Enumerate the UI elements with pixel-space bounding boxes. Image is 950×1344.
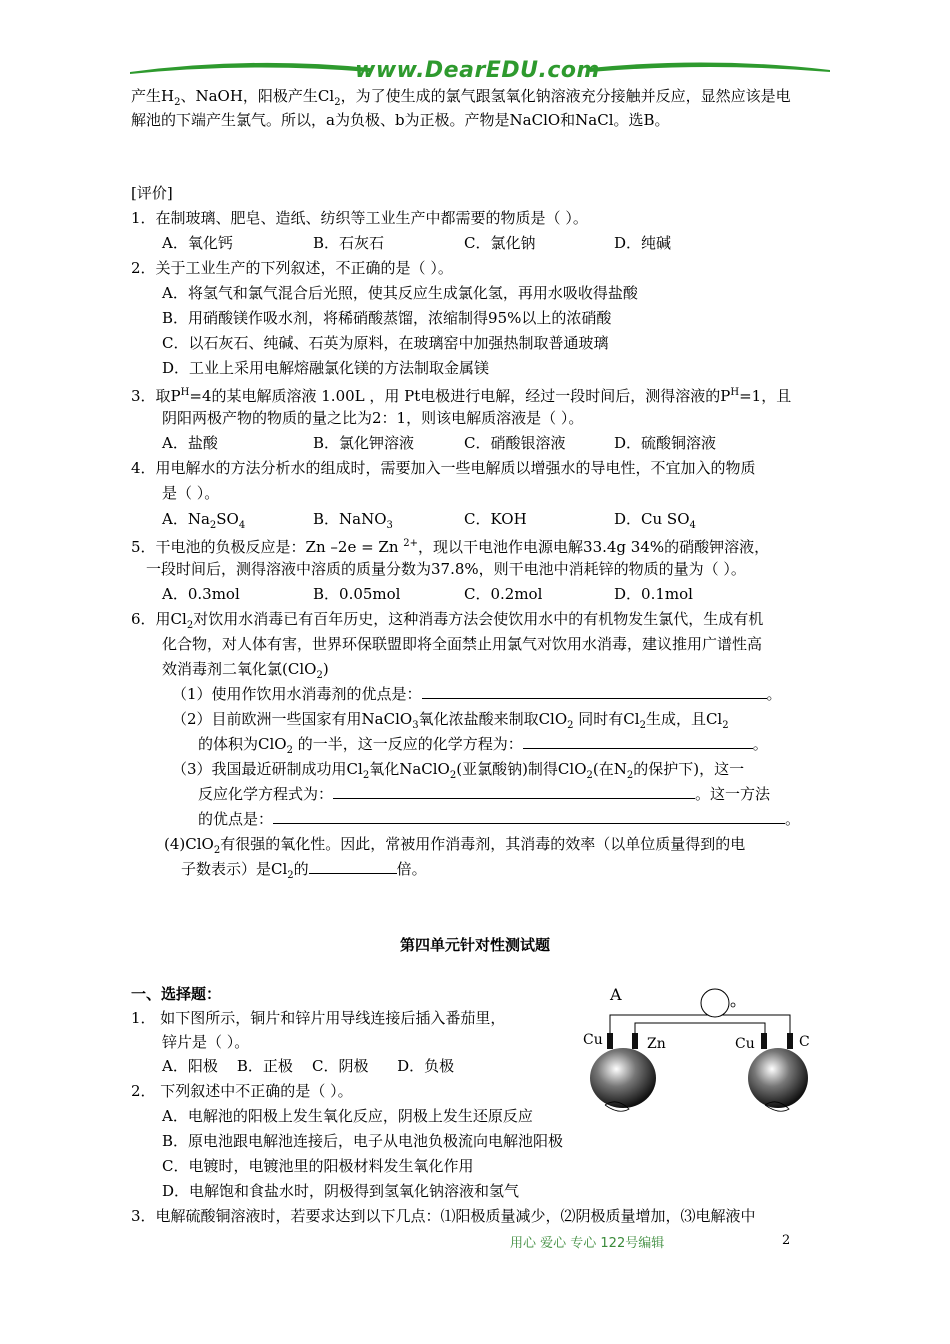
q5-stem-line-2: 一段时间后，测得溶液中溶质的质量分数为37.8%，则干电池中消耗锌的物质的量为（ ）。 — [146, 560, 746, 578]
q2-option-a: A．将氢气和氯气混合后光照，使其反应生成氯化氢，再用水吸收得盐酸 — [162, 284, 638, 302]
q2-option-c: C．以石灰石、纯碱、石英为原料，在玻璃窑中加强热制取普通玻璃 — [162, 334, 609, 352]
q3-option-d: D．硫酸铜溶液 — [614, 434, 717, 452]
q4-stem-line-2: 是（ ）。 — [162, 484, 220, 502]
footer-editor-note: 用心 爱心 专心 122号编辑 — [510, 1236, 665, 1251]
q6-part-3-line-2: 反应化学方程式为： 。这一方法 — [198, 785, 771, 803]
q6-part-3-line-3: 的优点是： 。 — [198, 810, 801, 828]
q6-part-4-line-2: 子数表示）是$Cl_2$的 倍。 — [181, 860, 427, 881]
q5-option-b: B．0.05mol — [313, 585, 401, 603]
q4-option-c: C．KOH — [464, 510, 527, 528]
logo-text: www.DearEDU.com — [355, 58, 600, 83]
t1-stem: 1． 如下图所示，铜片和锌片用导线连接后插入番茄里， — [131, 1009, 506, 1027]
tomato-cell-figure — [575, 985, 815, 1120]
q6-stem-line-3: 效消毒剂二氧化氯(ClO$_2$) — [162, 660, 329, 681]
q3-stem-line-2: 阴阳两极产物的物质的量之比为2：1，则该电解质溶液是（ ）。 — [162, 409, 584, 427]
q6-part-1-answer-blank[interactable] — [422, 684, 767, 699]
q5-option-d: D．0.1mol — [614, 585, 693, 603]
figure-label-cu-right: Cu — [735, 1036, 755, 1052]
figure-label-cu-left: Cu — [583, 1032, 603, 1048]
q4-stem: 4．用电解水的方法分析水的组成时，需要加入一些电解质以增强水的导电性，不宜加入的物质 — [131, 459, 756, 477]
q6-part-3: （3）我国最近研制成功用$Cl_2$氧化NaClO$_2$(亚氯酸钠)制得ClO$_2$(在$N_2$的保护下)，这一 — [172, 760, 745, 781]
t3-stem: 3．电解硫酸铜溶液时，若要求达到以下几点：⑴阳极质量减少，⑵阴极质量增加，⑶电解液中 — [131, 1207, 756, 1225]
q2-option-b: B．用硝酸镁作吸水剂，将稀硝酸蒸馏，浓缩制得95%以上的浓硝酸 — [162, 309, 612, 327]
q3-option-a: A．盐酸 — [162, 434, 218, 452]
q4-option-a: A．$Na_2SO_4$ — [162, 510, 246, 531]
q6-part-4-answer-blank[interactable] — [309, 859, 397, 874]
t1-stem-line-2: 锌片是（ ）。 — [162, 1033, 250, 1051]
q3-stem: 3．取$P^H=4$的某电解质溶液 1.00L ，用 Pt电极进行电解，经过一段时间后，测得溶液的$P^H=1$，且 — [131, 387, 792, 405]
intro-line-1: 产生$H_2$、NaOH，阳极产生$Cl_2$，为了使生成的氯气跟氢氧化钠溶液充分接触并反应，显然应该是电 — [131, 87, 791, 108]
q1-option-c: C．氯化钠 — [464, 234, 536, 252]
t2-option-c: C．电镀时，电镀池里的阳极材料发生氧化作用 — [162, 1157, 474, 1175]
q2-option-d: D．工业上采用电解熔融氯化镁的方法制取金属镁 — [162, 359, 490, 377]
figure-label-zn: Zn — [647, 1036, 666, 1052]
q4-option-d: D．Cu $SO_4$ — [614, 510, 696, 531]
review-heading: [评价] — [131, 184, 173, 202]
q4-option-b: B．NaNO$_3$ — [313, 510, 393, 531]
q6-part-2: （2）目前欧洲一些国家有用NaClO$_3$氧化浓盐酸来制取ClO$_2$ 同时有$Cl_2$生成，且$Cl_2$ — [172, 710, 729, 731]
t1-options: A．阳极 B．正极 C．阴极 D．负极 — [162, 1057, 455, 1075]
q6-part-3-advantage-blank[interactable] — [273, 809, 785, 824]
q3-option-c: C．硝酸银溶液 — [464, 434, 566, 452]
header-logo — [90, 52, 860, 88]
ammeter-label: A — [610, 985, 622, 1004]
page-number: 2 — [782, 1233, 791, 1248]
q2-stem: 2．关于工业生产的下列叙述，不正确的是（ ）。 — [131, 259, 453, 277]
q5-stem: 5．干电池的负极反应是：Zn –2e = Zn $^{2+}$，现以干电池作电源电解33.4g 34%的硝酸钾溶液， — [131, 538, 770, 556]
section-choice-heading: 一、选择题： — [131, 985, 222, 1003]
q6-part-3-equation-blank[interactable] — [333, 784, 695, 799]
q6-part-1: （1）使用作饮用水消毒剂的优点是： 。 — [172, 685, 782, 703]
q6-stem-line-2: 化合物，对人体有害，世界环保联盟即将全面禁止用氯气对饮用水消毒，建议推用广谱性高 — [162, 635, 763, 653]
q6-part-2-line-2: 的体积为ClO$_2$ 的一半，这一反应的化学方程为： 。 — [198, 735, 768, 756]
q1-option-d: D．纯碱 — [614, 234, 672, 252]
q1-stem: 1．在制玻璃、肥皂、造纸、纺织等工业生产中都需要的物质是（ ）。 — [131, 209, 588, 227]
q6-stem: 6．用$Cl_2$对饮用水消毒已有百年历史，这种消毒方法会使饮用水中的有机物发生氯代，生成有机 — [131, 610, 764, 631]
t2-stem: 2． 下列叙述中不正确的是（ ）。 — [131, 1082, 353, 1100]
q5-option-c: C．0.2mol — [464, 585, 543, 603]
unit-title: 第四单元针对性测试题 — [399, 936, 550, 954]
q3-option-b: B．氯化钾溶液 — [313, 434, 415, 452]
t2-option-a: A．电解池的阳极上发生氧化反应，阴极上发生还原反应 — [162, 1107, 533, 1125]
t2-option-b: B．原电池跟电解池连接后，电子从电池负极流向电解池阳极 — [162, 1132, 564, 1150]
t2-option-d: D．电解饱和食盐水时，阴极得到氢氧化钠溶液和氢气 — [162, 1182, 520, 1200]
q5-option-a: A．0.3mol — [162, 585, 240, 603]
intro-line-2: 解池的下端产生氯气。所以，a为负极、b为正极。产物是NaClO和NaCl。选B。 — [131, 111, 670, 129]
q6-part-2-answer-blank[interactable] — [523, 734, 753, 749]
figure-label-c: C — [799, 1034, 810, 1050]
q6-part-4: (4)ClO$_2$有很强的氧化性。因此，常被用作消毒剂，其消毒的效率（以单位质量得到的电 — [164, 835, 746, 856]
q1-option-b: B．石灰石 — [313, 234, 385, 252]
q1-option-a: A．氧化钙 — [162, 234, 233, 252]
